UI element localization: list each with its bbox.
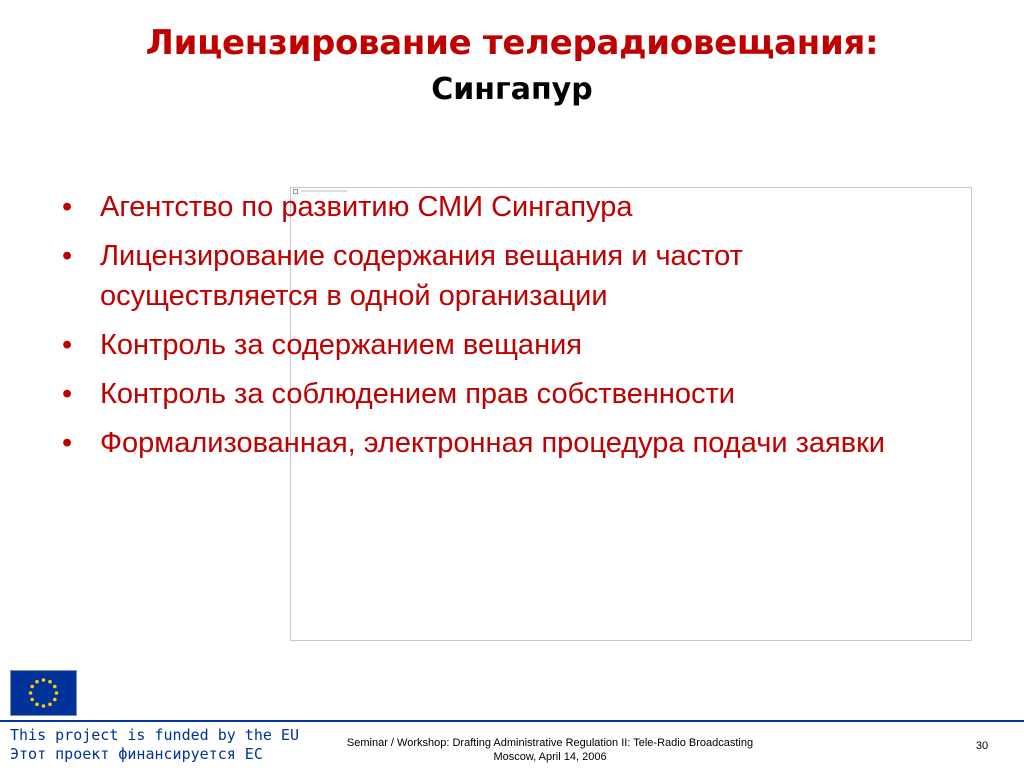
page-number: 30	[975, 740, 989, 752]
bullet-item	[60, 423, 960, 463]
slide-title: Лицензирование телерадиовещания:	[145, 23, 879, 63]
bullet-text: Контроль за соблюдением прав собственности	[100, 378, 735, 410]
eu-flag-icon	[10, 670, 77, 716]
location-date: Moscow, April 14, 2006	[493, 751, 607, 763]
bullet-text: Лицензирование содержания вещания и частот осуществляется в одной организации	[100, 240, 743, 312]
bullet-list	[60, 187, 960, 472]
bullet-text: Формализованная, электронная процедура подачи заявки	[100, 427, 885, 459]
eu-stars-icon	[11, 671, 76, 715]
bullet-item	[60, 187, 960, 227]
eu-funding-ru: Этот проект финансируется ЕС	[10, 745, 263, 763]
bullet-icon: •	[62, 427, 73, 459]
eu-funding-notice	[10, 726, 299, 764]
bullet-icon: •	[62, 329, 73, 361]
bullet-text: Агентство по развитию СМИ Сингапура	[100, 191, 633, 223]
bullet-icon: •	[62, 378, 73, 410]
bullet-icon: •	[62, 240, 73, 272]
slide-subtitle: Сингапур	[431, 72, 593, 107]
bullet-text: Контроль за содержанием вещания	[100, 329, 582, 361]
seminar-title: Seminar / Workshop: Drafting Administrative Regulation II: Tele-Radio Broadcasting	[346, 737, 754, 749]
footer-divider	[0, 720, 1024, 722]
bullet-icon: •	[62, 191, 73, 223]
bullet-item	[60, 236, 960, 316]
footer-seminar-info	[270, 736, 830, 764]
bullet-item	[60, 325, 960, 365]
eu-funding-en: This project is funded by the EU	[10, 726, 299, 744]
bullet-item	[60, 374, 960, 414]
